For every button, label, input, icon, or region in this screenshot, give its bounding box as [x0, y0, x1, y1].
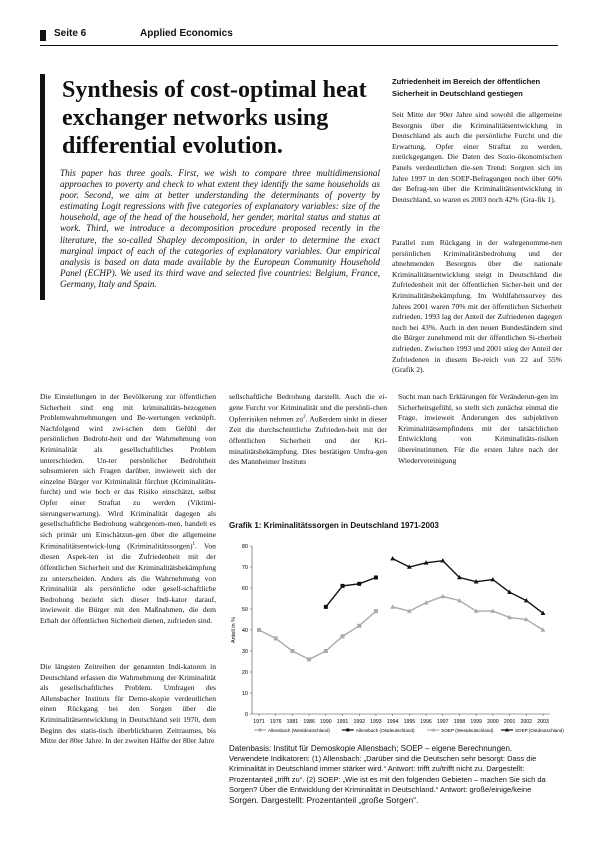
header-rule: [40, 45, 558, 46]
y-tick-label: 20: [241, 670, 248, 676]
journal-name: Applied Economics: [140, 28, 233, 39]
indicator-notes: Verwendete Indikatoren: (1) Allensbach: „Darüber sind die Deutschen sehr besorgt: Dass die Kriminalität in Deutschland immer stärker wird.“ Antwort: trifft zu/trifft nicht zu. Dargestellt: Prozentanteil „trifft zu“. (2) SOEP: „Wie ist es mit den folgenden Gebieten – machen Sie sich da Sorgen? Über die Entwicklung der Kriminalität in Deutschland.“ Antwort: große/einige/keine: [229, 754, 546, 794]
data-point: [257, 628, 261, 632]
data-source: Datenbasis: Institut für Demoskopie Allensbach; SOEP – eigene Berechnungen.: [229, 744, 513, 753]
x-tick-label: 1990: [320, 719, 332, 725]
x-tick-label: 1997: [436, 719, 449, 725]
x-tick-label: 2000: [487, 719, 499, 725]
data-point: [341, 584, 345, 588]
series-line: [259, 611, 376, 659]
figure-title: Grafik 1: Kriminalitätssorgen in Deutschland 1971-2003: [229, 521, 439, 530]
title-side-bar: [40, 74, 45, 300]
y-tick-label: 30: [241, 649, 248, 655]
footnote-marker: 2: [303, 415, 306, 421]
legend-label: SOEP (Ostdeutschland): [514, 727, 564, 733]
column-1-paragraph-1: Die Einstellungen in der Bevölkerung zur öffentlichen Sicherheit sind eng mit kriminalitäts-bezogenen Problemwahrnehmungen und Be-wertungen verknüpft. Nachfolgend wird zwi-schen dem Gefühl der persönlichen Bedroht-heit und der Wahrnehmung von Kriminalität als gesellschaftliches Problem unterschieden. Un-ter persönlicher Bedrohtheit subsumieren sich Fragen darüber, inwieweit sich der einzelne Bürger vor Kriminalität fürchtet (Kriminalitäts-furcht) und wie hoch er das Risiko einschätzt, selbst Opfer einer Straftat zu werden (Viktimi-sierungserwartung). Wird Kriminalität dagegen als gesellschaftliche Bedrohung wahrgenom-men, handelt es sich primär um Einschätzun-gen über die allgemeine Kriminalitätsentwick-lung (Kriminalitätssorgen)$^1$. Von diesen Aspek-ten ist die Zufriedenheit mit der öffentlichen Sicherheit und der Kriminalitätsbekämpfung zu unterscheiden. Anders als die Wahrnehmung von Kriminalität als persönliche oder gesell-schaftliche Bedrohung bezieht sich dieser Indi-kator darauf, inwieweit die Bürger mit den Maßnahmen, die dem Erhalt der öffentlichen Sicherheit dienen, zufrieden sind.: [40, 392, 216, 625]
x-tick-label: 2001: [503, 719, 516, 725]
series-line: [326, 578, 376, 607]
data-point: [324, 605, 328, 609]
y-tick-label: 60: [241, 586, 248, 592]
column-2-paragraph-1: sellschaftliche Bedrohung darstellt. Auch die ei-gene Furcht vor Kriminalität und die persönli-chen Opferrisiken nehmen $zu^2$. Außerdem sinkt in dieser Zeit die durchschnittliche Zufrieden-heit mit der öffentlichen Sicherheit und der Kri-minalitätsbekämpfung. Dies bestätigen Umfra-gen des Mannheimer Instituts: [229, 392, 387, 467]
page-label: Seite 6: [54, 28, 87, 39]
x-tick-label: 1995: [403, 719, 416, 725]
column-1-paragraph-2: Die längsten Zeitreihen der genannten Indi-katoren in Deutschland erfassen die Wahrnehmung der Kriminalität als gesellschaftliches Problem. Umfragen des Allensbacher Instituts für Demo-skopie verdeutlichen einen Rückgang bei den Sorgen über die Kriminalitätsentwicklung in Deutschland seit 1970, dem Beginn des statis-tisch überblickbaren Zeitraumes, bis Mitte der 80er Jahre. In der zweiten Hälfte der 80er Jahre: [40, 662, 216, 746]
x-tick-label: 1986: [303, 719, 315, 725]
series-line: [393, 559, 543, 614]
x-tick-label: 2003: [537, 719, 549, 725]
legend-marker: [346, 729, 349, 732]
y-axis-label: Anteil in %: [231, 617, 237, 643]
data-point: [390, 556, 395, 560]
column-3-paragraph-1: Sucht man nach Erklärungen für Veränderun-gen im Sicherheitsgefühl, so stellt sich zunächst einmal die Frage, inwieweit Änderungen des subjektiven Kriminalitätsempfindens mit der tatsächlichen Entwicklung von Kriminalitäts-risiken übereinstimmen. Für die ersten Jahre nach der Wiedervereinigung: [398, 392, 558, 465]
x-tick-label: 1981: [286, 719, 299, 725]
x-tick-label: 2002: [520, 719, 533, 725]
right-paragraph-2: Parallel zum Rückgang in der wahrgenomme-nen persönlichen Kriminalitätsbedrohung und der abnehmenden Besorgnis über die nationale Kriminalitätsentwicklung steigt in Deutschland die Zufriedenheit mit der öffentlichen Sicher-heit und der Kriminalitätsbekämpfung. Im Wohlfahrtssurvey des Jahres 2001 waren 70% mit der öffentlichen Sicherheit zufrieden. 1993 lag der Anteil der Zufriedenen dagegen noch bei 43%. Auch in den neuen Bundesländern sind die Bürger zunehmend mit der öffentlichen Si-cherheit zufrieden. Zwischen 1993 und 2001 stieg der Anteil der Zufriedenen in diesem Be-reich von 22 auf 55% (Grafik 2).: [392, 238, 562, 375]
y-tick-label: 80: [241, 544, 248, 550]
right-paragraph-1: Seit Mitte der 90er Jahre sind sowohl die allgemeine Besorgnis über die Kriminalitätsentwicklung in Deutschland als auch die persönliche Furcht und die Erwartung, Opfer einer Straftat zu werden, zurückgegangen. Die Daten des Sozio-ökonomischen Panels verdeutlichen die-sen Trend: Sorgten sich im Jahre 1997 in den SOEP-Befragungen noch über 60% der Befrag-ten über die Kriminalitätsentwicklung in Deutschland, so waren es 2003 noch 42% (Gra-fik 1).: [392, 110, 562, 204]
indicator-notes-end: Sorgen. Dargestellt: Prozentanteil „große Sorgen“.: [229, 795, 419, 806]
series-line: [393, 596, 543, 630]
data-point: [324, 649, 328, 653]
data-point: [357, 582, 361, 586]
legend-label: Allensbach (Ostdeutschland): [355, 727, 415, 733]
data-point: [390, 604, 395, 608]
y-tick-label: 10: [241, 691, 248, 697]
legend-marker: [259, 729, 262, 732]
y-tick-label: 70: [241, 565, 248, 571]
data-point: [274, 636, 278, 640]
data-point: [290, 649, 294, 653]
x-tick-label: 1994: [386, 719, 399, 725]
data-point: [307, 657, 311, 661]
y-tick-label: 0: [244, 712, 248, 718]
data-point: [374, 609, 378, 613]
x-tick-label: 1976: [269, 719, 282, 725]
x-tick-label: 1991: [336, 719, 349, 725]
data-point: [341, 634, 345, 638]
article-title: Synthesis of cost-optimal heat exchanger networks using differential evolution.: [62, 77, 367, 159]
abstract: This paper has three goals. First, we wish to compare three multidimensional approaches to poverty and check to what extent they identify the same households as poor. Second, we aim at better understanding the determinants of poverty by estimating Logit regressions with five categories of explanatory variables: size of the household, age of the head of the household, her gender, marital status and status at work. Third, we introduce a decomposition procedure proposed recently in the literature, the so-called Shapley decomposition, in order to determine the exact marginal impact of each of the categories of explanatory variables. Our empirical analysis is based on data made available by the European Community Household Panel (ECHP). We used its third wave and selected five countries: Belgium, France, Germany, Italy and Spain.: [60, 168, 380, 289]
section-heading: Zufriedenheit im Bereich der öffentlichen Sicherheit in Deutschland gestiegen: [392, 77, 541, 98]
x-tick-label: 1993: [370, 719, 382, 725]
x-tick-label: 1999: [470, 719, 482, 725]
x-tick-label: 1971: [253, 719, 265, 725]
header-marker: [40, 30, 46, 41]
line-chart: [228, 536, 564, 740]
data-point: [374, 576, 378, 580]
data-point: [357, 624, 361, 628]
y-tick-label: 40: [241, 628, 248, 634]
footnote-marker: 1: [192, 542, 195, 548]
legend-label: SOEP (Westdeutschland): [441, 727, 494, 733]
y-tick-label: 50: [241, 607, 248, 613]
legend-label: Allensbach (Westdeutschland): [268, 727, 330, 733]
x-tick-label: 1992: [353, 719, 366, 725]
x-tick-label: 1998: [453, 719, 466, 725]
figure-caption: [229, 744, 559, 806]
data-point: [440, 594, 445, 598]
x-tick-label: 1996: [420, 719, 432, 725]
